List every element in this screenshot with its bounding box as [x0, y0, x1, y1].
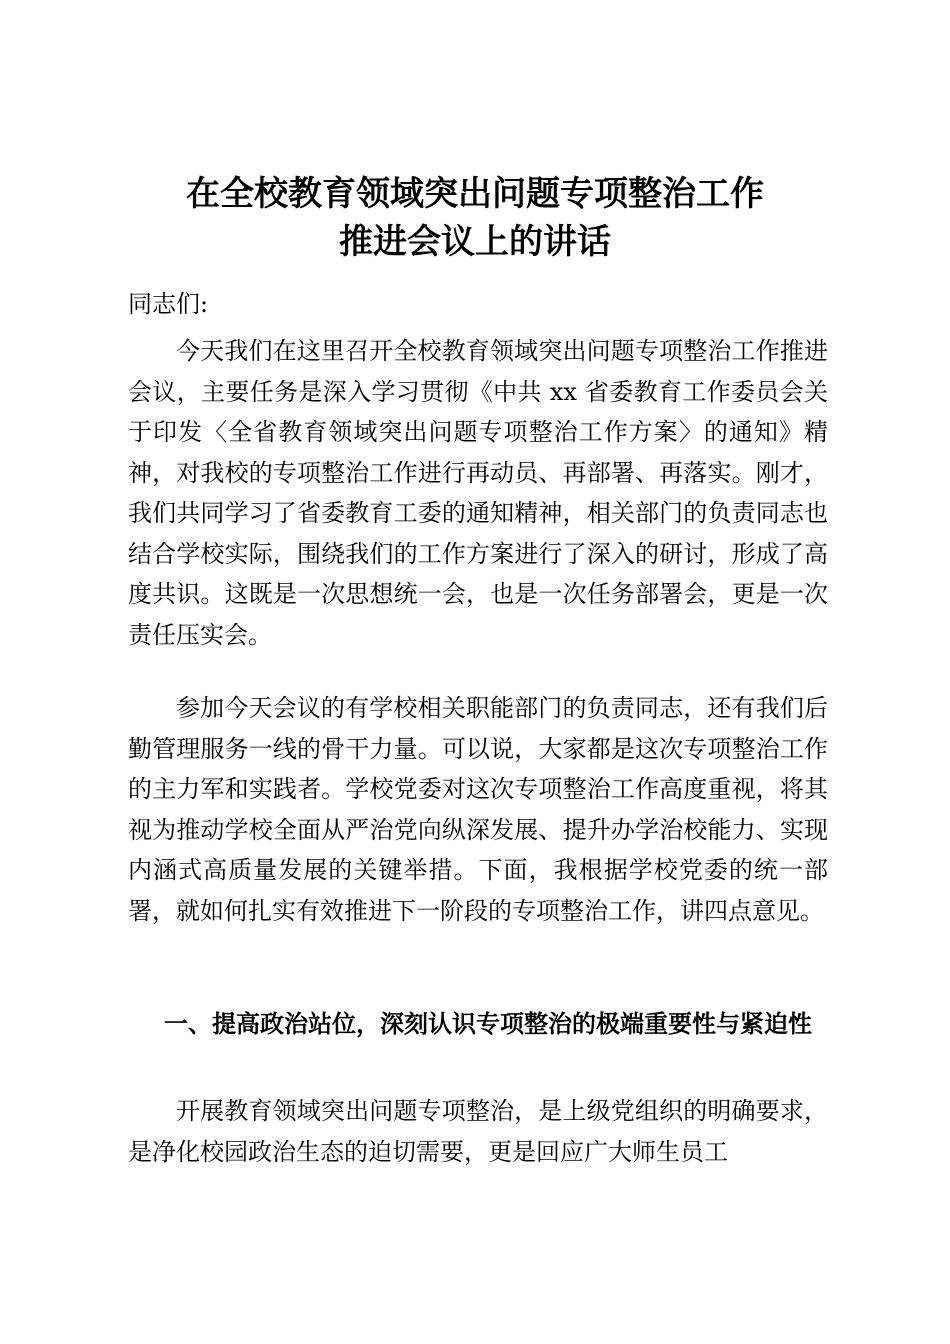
paragraph-opening: 今天我们在这里召开全校教育领域突出问题专项整治工作推进会议，主要任务是深入学习贯彻《中共 xx 省委教育工作委员会关于印发〈全省教育领域突出问题专项整治工作方案〉的通知》精神，对我校的专项整治工作进行再动员、再部署、再落实。刚才，我们共同学习了省委教育工委的通知精神，相关部门的负责同志也结合学校实际，围绕我们的工作方案进行了深入的研讨，形成了高度共识。这既是一次思想统一会，也是一次任务部署会，更是一次责任压实会。	[128, 337, 828, 649]
document-title-line2: 推进会议上的讲话	[339, 222, 611, 262]
document-title-line1: 在全校教育领域突出问题专项整治工作	[186, 174, 764, 214]
section-1-paragraph: 开展教育领域突出问题专项整治，是上级党组织的明确要求，是净化校园政治生态的迫切需要，更是回应广大师生员工	[128, 1097, 828, 1166]
salutation: 同志们:	[128, 290, 209, 318]
section-heading-1: 一、提高政治站位，深刻认识专项整治的极端重要性与紧迫性	[164, 1009, 812, 1038]
paragraph-attendees: 参加今天会议的有学校相关职能部门的负责同志，还有我们后勤管理服务一线的骨干力量。可以说，大家都是这次专项整治工作的主力军和实践者。学校党委对这次专项整治工作高度重视，将其视为推动学校全面从严治党向纵深发展、提升办学治校能力、实现内涵式高质量发展的关键举措。下面，我根据学校党委的统一部署，就如何扎实有效推进下一阶段的专项整治工作，讲四点意见。	[128, 694, 828, 925]
